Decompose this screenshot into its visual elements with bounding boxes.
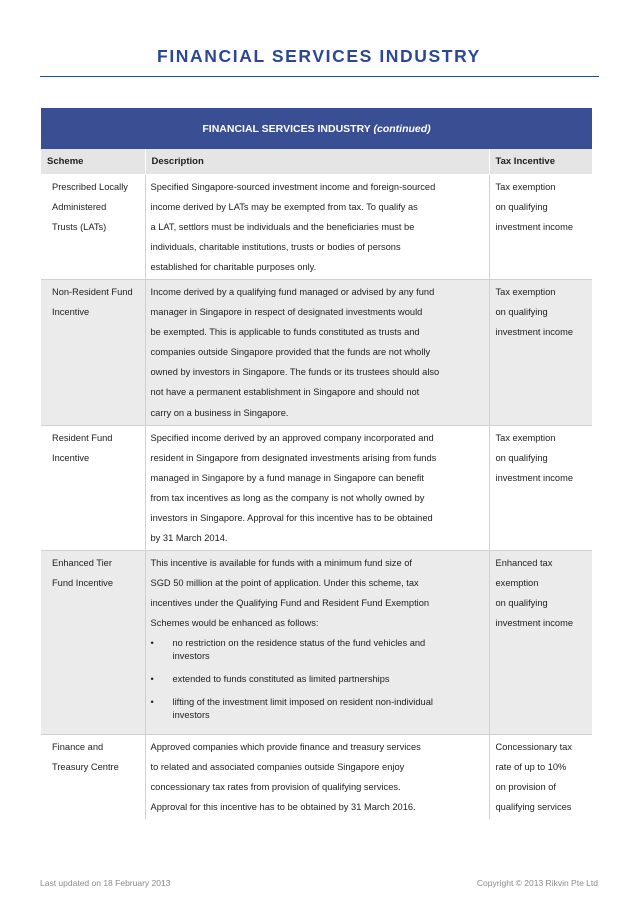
bullet-text: extended to funds constituted as limited partnerships: [172, 673, 390, 684]
footer-copyright: Copyright © 2013 Rikvin Pte Ltd: [476, 878, 598, 888]
table-row: [41, 174, 592, 279]
description-line: income derived by LATs may be exempted from tax. To qualify as: [150, 201, 418, 212]
description-line: established for charitable purposes only.: [150, 261, 317, 272]
incentive-line: on qualifying: [495, 201, 548, 212]
description-line: incentives under the Qualifying Fund and Resident Fund Exemption: [150, 598, 430, 609]
bullet-list: [151, 637, 483, 722]
column-header-row: [41, 149, 592, 174]
description-line: carry on a business in Singapore.: [150, 407, 289, 418]
description-cell: [145, 551, 489, 734]
description-line: a LAT, settlors must be individuals and the beneficiaries must be: [150, 221, 415, 232]
scheme-line: Enhanced Tier: [52, 558, 112, 569]
incentive-line: Tax exemption: [495, 181, 556, 192]
description-cell: [145, 425, 489, 551]
incentive-line: investment income: [495, 618, 574, 629]
scheme-cell: [41, 551, 145, 734]
table-row: [41, 551, 592, 734]
description-line: resident in Singapore from designated investments arising from funds: [150, 452, 437, 463]
scheme-line: Finance and: [52, 741, 104, 752]
scheme-line: Resident Fund: [52, 432, 113, 443]
incentives-table-container: [41, 108, 592, 819]
table-row: [41, 734, 592, 819]
scheme-line: Trusts (LATs): [52, 221, 107, 232]
incentive-cell: [489, 734, 592, 819]
description-line: managed in Singapore by a fund manage in Singapore can benefit: [150, 472, 424, 483]
table-row: [41, 279, 592, 425]
bullet-text: investors: [172, 650, 210, 661]
description-line: to related and associated companies outside Singapore enjoy: [150, 761, 405, 772]
incentive-line: investment income: [495, 327, 574, 338]
description-cell: [145, 279, 489, 425]
table-row: [41, 425, 592, 551]
scheme-line: Incentive: [52, 307, 90, 318]
table-banner-row: [41, 108, 592, 149]
description-line: be exempted. This is applicable to funds constituted as trusts and: [150, 327, 420, 338]
bullet-marker: •: [150, 673, 154, 684]
scheme-line: Administered: [52, 201, 107, 212]
incentive-line: investment income: [495, 472, 574, 483]
bullet-item: [151, 637, 483, 663]
incentive-line: Tax exemption: [495, 286, 556, 297]
scheme-line: Prescribed Locally: [52, 181, 128, 192]
description-line: This incentive is available for funds with a minimum fund size of: [150, 558, 412, 569]
description-line: SGD 50 million at the point of application. Under this scheme, tax: [150, 578, 419, 589]
description-line: concessionary tax rates from provision of qualifying services.: [150, 781, 401, 792]
incentive-line: on qualifying: [495, 452, 548, 463]
description-line: Schemes would be enhanced as follows:: [150, 618, 319, 629]
bullet-text: lifting of the investment limit imposed on resident non-individual: [172, 696, 433, 707]
description-line: from tax incentives as long as the company is not wholly owned by: [150, 492, 425, 503]
column-header-incentive: Tax Incentive: [489, 149, 592, 174]
incentive-cell: [489, 551, 592, 734]
description-line: manager in Singapore in respect of designated investments would: [150, 307, 423, 318]
bullet-marker: •: [150, 637, 154, 648]
description-line: investors in Singapore. Approval for this incentive has to be obtained: [150, 513, 433, 523]
description-line: owned by investors in Singapore. The funds or its trustees should also: [150, 367, 440, 378]
description-cell: [145, 174, 489, 279]
incentive-line: Tax exemption: [495, 432, 556, 443]
incentive-line: Concessionary tax: [495, 741, 572, 752]
description-line: not have a permanent establishment in Singapore and should not: [150, 387, 420, 398]
incentive-line: Enhanced tax: [495, 558, 553, 569]
incentive-line: investment income: [495, 221, 574, 232]
footer-last-updated: Last updated on 18 February 2013: [40, 878, 171, 888]
incentive-line: on qualifying: [495, 307, 548, 318]
incentive-line: rate of up to 10%: [495, 761, 567, 772]
table-banner: [41, 108, 592, 149]
incentive-cell: [489, 279, 592, 425]
description-line: individuals, charitable institutions, trusts or bodies of persons: [150, 241, 401, 252]
incentives-table: [41, 108, 592, 819]
scheme-cell: [41, 425, 145, 551]
incentive-line: exemption: [495, 578, 539, 589]
description-line: by 31 March 2014.: [150, 533, 228, 544]
scheme-cell: [41, 279, 145, 425]
scheme-cell: [41, 734, 145, 819]
page-title: FINANCIAL SERVICES INDUSTRY: [157, 46, 481, 66]
bullet-marker: •: [150, 696, 154, 707]
description-cell: [145, 734, 489, 819]
description-line: Income derived by a qualifying fund managed or advised by any fund: [150, 286, 435, 297]
bullet-item: [151, 696, 483, 722]
title-divider: [40, 76, 599, 77]
table-body: [41, 174, 592, 819]
scheme-cell: [41, 174, 145, 279]
description-line: Approved companies which provide finance and treasury services: [150, 741, 421, 752]
scheme-line: Treasury Centre: [52, 761, 119, 772]
description-line: Specified income derived by an approved company incorporated and: [150, 432, 434, 443]
incentive-line: qualifying services: [495, 801, 572, 812]
scheme-line: Fund Incentive: [52, 578, 113, 589]
description-line: companies outside Singapore provided that the funds are not wholly: [150, 347, 431, 358]
incentive-cell: [489, 174, 592, 279]
bullet-item: [151, 673, 483, 686]
scheme-line: Incentive: [52, 452, 90, 463]
scheme-line: Non-Resident Fund: [52, 286, 133, 297]
table-banner-title: FINANCIAL SERVICES INDUSTRY: [202, 122, 374, 135]
table-banner-continued: (continued): [373, 122, 431, 135]
incentive-cell: [489, 425, 592, 551]
description-line: Approval for this incentive has to be obtained by 31 March 2016.: [150, 801, 416, 812]
bullet-text: investors: [172, 709, 210, 720]
description-line: Specified Singapore-sourced investment income and foreign-sourced: [150, 181, 436, 192]
incentive-line: on qualifying: [495, 598, 548, 609]
column-header-scheme: Scheme: [41, 149, 145, 174]
column-header-description: Description: [145, 149, 489, 174]
incentive-line: on provision of: [495, 781, 556, 792]
bullet-text: no restriction on the residence status of the fund vehicles and: [172, 637, 426, 648]
